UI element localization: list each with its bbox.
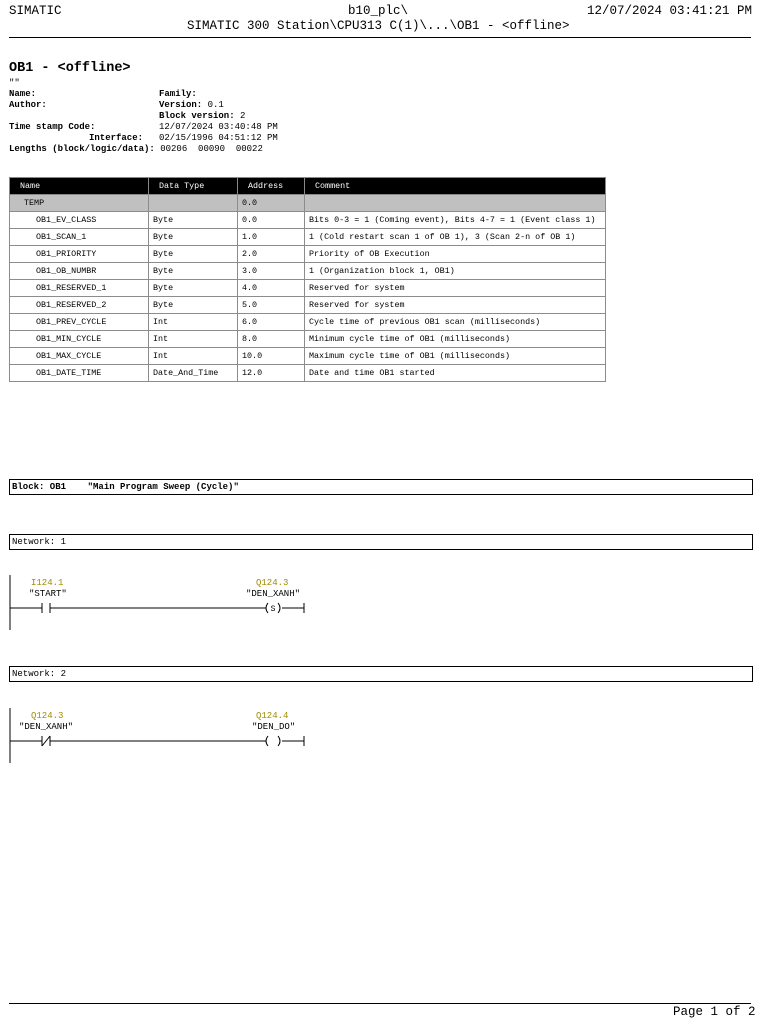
section-comment <box>305 195 606 212</box>
var-address: 4.0 <box>238 280 305 297</box>
var-address: 3.0 <box>238 263 305 280</box>
var-name: OB1_RESERVED_1 <box>10 280 149 297</box>
header-app-name: SIMATIC <box>9 4 62 18</box>
var-name: OB1_SCAN_1 <box>10 229 149 246</box>
table-row <box>10 331 606 348</box>
network-2-contact-symbol: "DEN_XANH" <box>19 722 74 732</box>
var-name: OB1_MIN_CYCLE <box>10 331 149 348</box>
network-2-coil-address: Q124.4 <box>256 711 289 721</box>
network-1-contact-symbol: "START" <box>29 589 67 599</box>
table-row <box>10 229 606 246</box>
header-timestamp: 12/07/2024 03:41:21 PM <box>587 4 753 18</box>
var-address: 2.0 <box>238 246 305 263</box>
column-header-name: Name <box>10 178 149 195</box>
var-comment: Reserved for system <box>305 297 606 314</box>
version-field: Version: 0.1 <box>159 100 224 110</box>
variable-declaration-table <box>9 177 606 382</box>
interface-label: Interface: <box>89 133 144 143</box>
var-comment: Minimum cycle time of OB1 (milliseconds) <box>305 331 606 348</box>
table-row <box>10 280 606 297</box>
page-number: Page 1 of 2 <box>673 1005 756 1019</box>
table-header-row <box>10 178 606 195</box>
var-type: Int <box>149 331 238 348</box>
block-bar-label: Block: OB1 <box>12 482 67 492</box>
var-type: Byte <box>149 246 238 263</box>
normally-open-contact-icon <box>42 603 50 613</box>
var-address: 10.0 <box>238 348 305 365</box>
var-comment: 1 (Organization block 1, OB1) <box>305 263 606 280</box>
var-name: OB1_PREV_CYCLE <box>10 314 149 331</box>
var-name: OB1_EV_CLASS <box>10 212 149 229</box>
var-address: 0.0 <box>238 212 305 229</box>
column-header-address: Address <box>238 178 305 195</box>
author-label: Author: <box>9 100 47 110</box>
var-comment: 1 (Cold restart scan 1 of OB 1), 3 (Scan 2-n of OB 1) <box>305 229 606 246</box>
block-bar-description: "Main Program Sweep (Cycle)" <box>87 482 239 492</box>
var-type: Byte <box>149 280 238 297</box>
var-type: Byte <box>149 212 238 229</box>
var-comment: Reserved for system <box>305 280 606 297</box>
lengths-field: Lengths (block/logic/data): 00206 00090 00022 <box>9 144 263 154</box>
var-type: Int <box>149 348 238 365</box>
var-name: OB1_RESERVED_2 <box>10 297 149 314</box>
header-rule <box>9 37 751 38</box>
var-comment: Priority of OB Execution <box>305 246 606 263</box>
network-2-coil-symbol: "DEN_DO" <box>252 722 296 732</box>
table-row <box>10 348 606 365</box>
var-name: OB1_DATE_TIME <box>10 365 149 382</box>
table-row <box>10 297 606 314</box>
column-header-comment: Comment <box>305 178 606 195</box>
set-coil-icon <box>266 603 280 614</box>
coil-icon <box>266 736 280 746</box>
var-address: 1.0 <box>238 229 305 246</box>
var-comment: Bits 0-3 = 1 (Coming event), Bits 4-7 = 1 (Event class 1) <box>305 212 606 229</box>
footer-rule <box>9 1003 751 1004</box>
var-address: 12.0 <box>238 365 305 382</box>
timestamp-code-value: 12/07/2024 03:40:48 PM <box>159 122 278 132</box>
family-label: Family: <box>159 89 197 99</box>
var-comment: Maximum cycle time of OB1 (milliseconds) <box>305 348 606 365</box>
header-project-path: b10_plc\ <box>348 4 409 18</box>
timestamp-code-label: Time stamp Code: <box>9 122 96 132</box>
network-2-ladder-rung <box>0 705 320 765</box>
block-version-field: Block version: 2 <box>159 111 246 121</box>
network-1-bar <box>9 534 753 550</box>
network-1-coil-symbol: "DEN_XANH" <box>246 589 301 599</box>
var-type: Byte <box>149 297 238 314</box>
network-2-contact-address: Q124.3 <box>31 711 64 721</box>
var-type: Byte <box>149 229 238 246</box>
interface-value: 02/15/1996 04:51:12 PM <box>159 133 278 143</box>
block-bar <box>9 479 753 495</box>
table-row <box>10 314 606 331</box>
network-1-coil-address: Q124.3 <box>256 578 289 588</box>
network-2-bar <box>9 666 753 682</box>
var-name: OB1_PRIORITY <box>10 246 149 263</box>
table-row <box>10 263 606 280</box>
var-type: Int <box>149 314 238 331</box>
column-header-data-type: Data Type <box>149 178 238 195</box>
section-row-temp <box>10 195 606 212</box>
network-1-ladder-rung <box>0 572 320 632</box>
network-1-label: Network: 1 <box>12 537 67 547</box>
var-address: 8.0 <box>238 331 305 348</box>
table-row <box>10 365 606 382</box>
section-name: TEMP <box>10 195 149 212</box>
var-comment: Cycle time of previous OB1 scan (milliseconds) <box>305 314 606 331</box>
header-station-path: SIMATIC 300 Station\CPU313 C(1)\...\OB1 - <offline> <box>187 19 570 33</box>
block-title: OB1 - <offline> <box>9 61 131 76</box>
network-1-coil-mark: S <box>270 605 276 614</box>
var-type: Date_And_Time <box>149 365 238 382</box>
network-1-contact-address: I124.1 <box>31 578 64 588</box>
normally-closed-contact-icon <box>42 736 50 746</box>
var-name: OB1_MAX_CYCLE <box>10 348 149 365</box>
var-comment: Date and time OB1 started <box>305 365 606 382</box>
section-type <box>149 195 238 212</box>
name-label: Name: <box>9 89 37 99</box>
var-address: 5.0 <box>238 297 305 314</box>
section-address: 0.0 <box>238 195 305 212</box>
table-row <box>10 212 606 229</box>
network-2-label: Network: 2 <box>12 669 67 679</box>
var-address: 6.0 <box>238 314 305 331</box>
block-comment: "" <box>9 78 20 88</box>
table-row <box>10 246 606 263</box>
var-type: Byte <box>149 263 238 280</box>
var-name: OB1_OB_NUMBR <box>10 263 149 280</box>
